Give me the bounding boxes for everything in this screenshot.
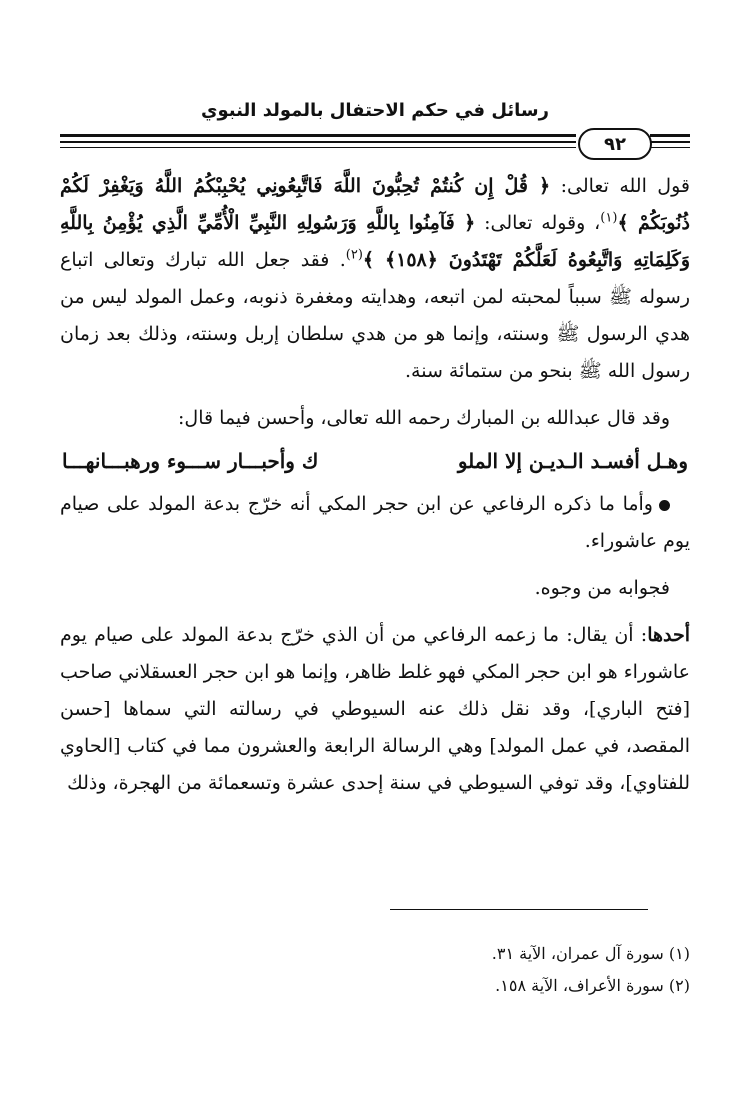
verse-2: ﴿ فَآمِنُوا بِاللَّهِ وَرَسُولِهِ النَّبِيِّ الْأُمِّيِّ الَّذِي يُؤْمِنُ بِاللَّهِ وَكَلِمَاتِهِ وَاتَّبِعُوهُ لَعَلَّكُمْ تَهْتَدُونَ ﴿١٥٨﴾ ﴾ [60, 212, 690, 271]
paragraph-5 [60, 617, 690, 802]
header-rule-mid-right [650, 141, 690, 143]
paragraph-3 [60, 486, 690, 560]
paragraph-2 [60, 400, 690, 437]
poetry-verse [60, 443, 690, 480]
header-rule-bottom-left [60, 147, 576, 148]
paragraph-1 [60, 168, 690, 390]
p1-text-2: ، وقوله تعالى: [475, 212, 601, 234]
poetry-hemistich-2: ك وأحبـــار ســـوء ورهبـــانهـــا [62, 449, 319, 473]
header-rule-top-right [650, 134, 690, 137]
footnote-1: (١) سورة آل عمران، الآية ٣١. [491, 944, 690, 963]
header-rule-top-left [60, 134, 576, 137]
page-number: ٩٢ [604, 133, 626, 155]
header-rule-mid-left [60, 141, 576, 143]
footnote-separator [390, 909, 648, 910]
body-text [60, 168, 690, 802]
p5-text: : أن يقال: ما زعمه الرفاعي من أن الذي خرّج بدعة المولد على صيام يوم عاشوراء هو ابن حجر المكي فهو غلط ظاهر، وإنما هو ابن حجر العسقلاني صاحب [فتح الباري]، وقد نقل ذلك عنه السيوطي في رسالته التي سماها [حسن المقصد، في عمل المولد] وهي الرسالة الرابعة والعشرون مما في كتاب [الحاوي للفتاوي]، وقد توفي السيوطي في سنة إحدى عشرة وتسعمائة من الهجرة، وذلك [60, 624, 690, 794]
poetry-hemistich-1: وهـل أفسـد الـديـن إلا الملو [457, 449, 688, 473]
p2-text: وقد قال عبدالله بن المبارك رحمه الله تعالى، وأحسن فيما قال: [178, 407, 670, 429]
footnotes [60, 938, 690, 1002]
bullet-icon [659, 500, 670, 511]
header-rule-bottom-right [650, 147, 690, 148]
verse-1: ﴿ قُلْ إِن كُنتُمْ تُحِبُّونَ اللَّهَ فَاتَّبِعُونِي يُحْبِبْكُمُ اللَّهُ وَيَغْفِرْ لَكُمْ ذُنُوبَكُمْ ﴾ [60, 175, 690, 234]
paragraph-4 [60, 570, 690, 607]
p4-text: فجوابه من وجوه. [534, 577, 670, 599]
p1-text-1: قول الله تعالى: [550, 175, 691, 197]
p5-lead: أحدها [647, 624, 690, 646]
p1-text-3: . فقد جعل الله تبارك وتعالى اتباع رسوله ﷺ سبباً لمحبته لمن اتبعه، وهدايته ومغفرة ذنوبه، وعمل المولد ليس من هدي الرسول ﷺ وسنته، وإنما هو من هدي سلطان إربل وسنته، وذلك بعد زمان رسول الله ﷺ بنحو من ستمائة سنة. [60, 249, 690, 382]
page-number-box [578, 128, 652, 160]
footnote-2: (٢) سورة الأعراف، الآية ١٥٨. [495, 976, 690, 995]
footnote-ref-1: (١) [600, 210, 618, 226]
footnote-ref-2: (٢) [345, 247, 363, 263]
p3-text: وأما ما ذكره الرفاعي عن ابن حجر المكي أنه خرّج بدعة المولد على صيام يوم عاشوراء. [60, 493, 690, 552]
running-title: رسائل في حكم الاحتفال بالمولد النبوي [201, 100, 549, 121]
